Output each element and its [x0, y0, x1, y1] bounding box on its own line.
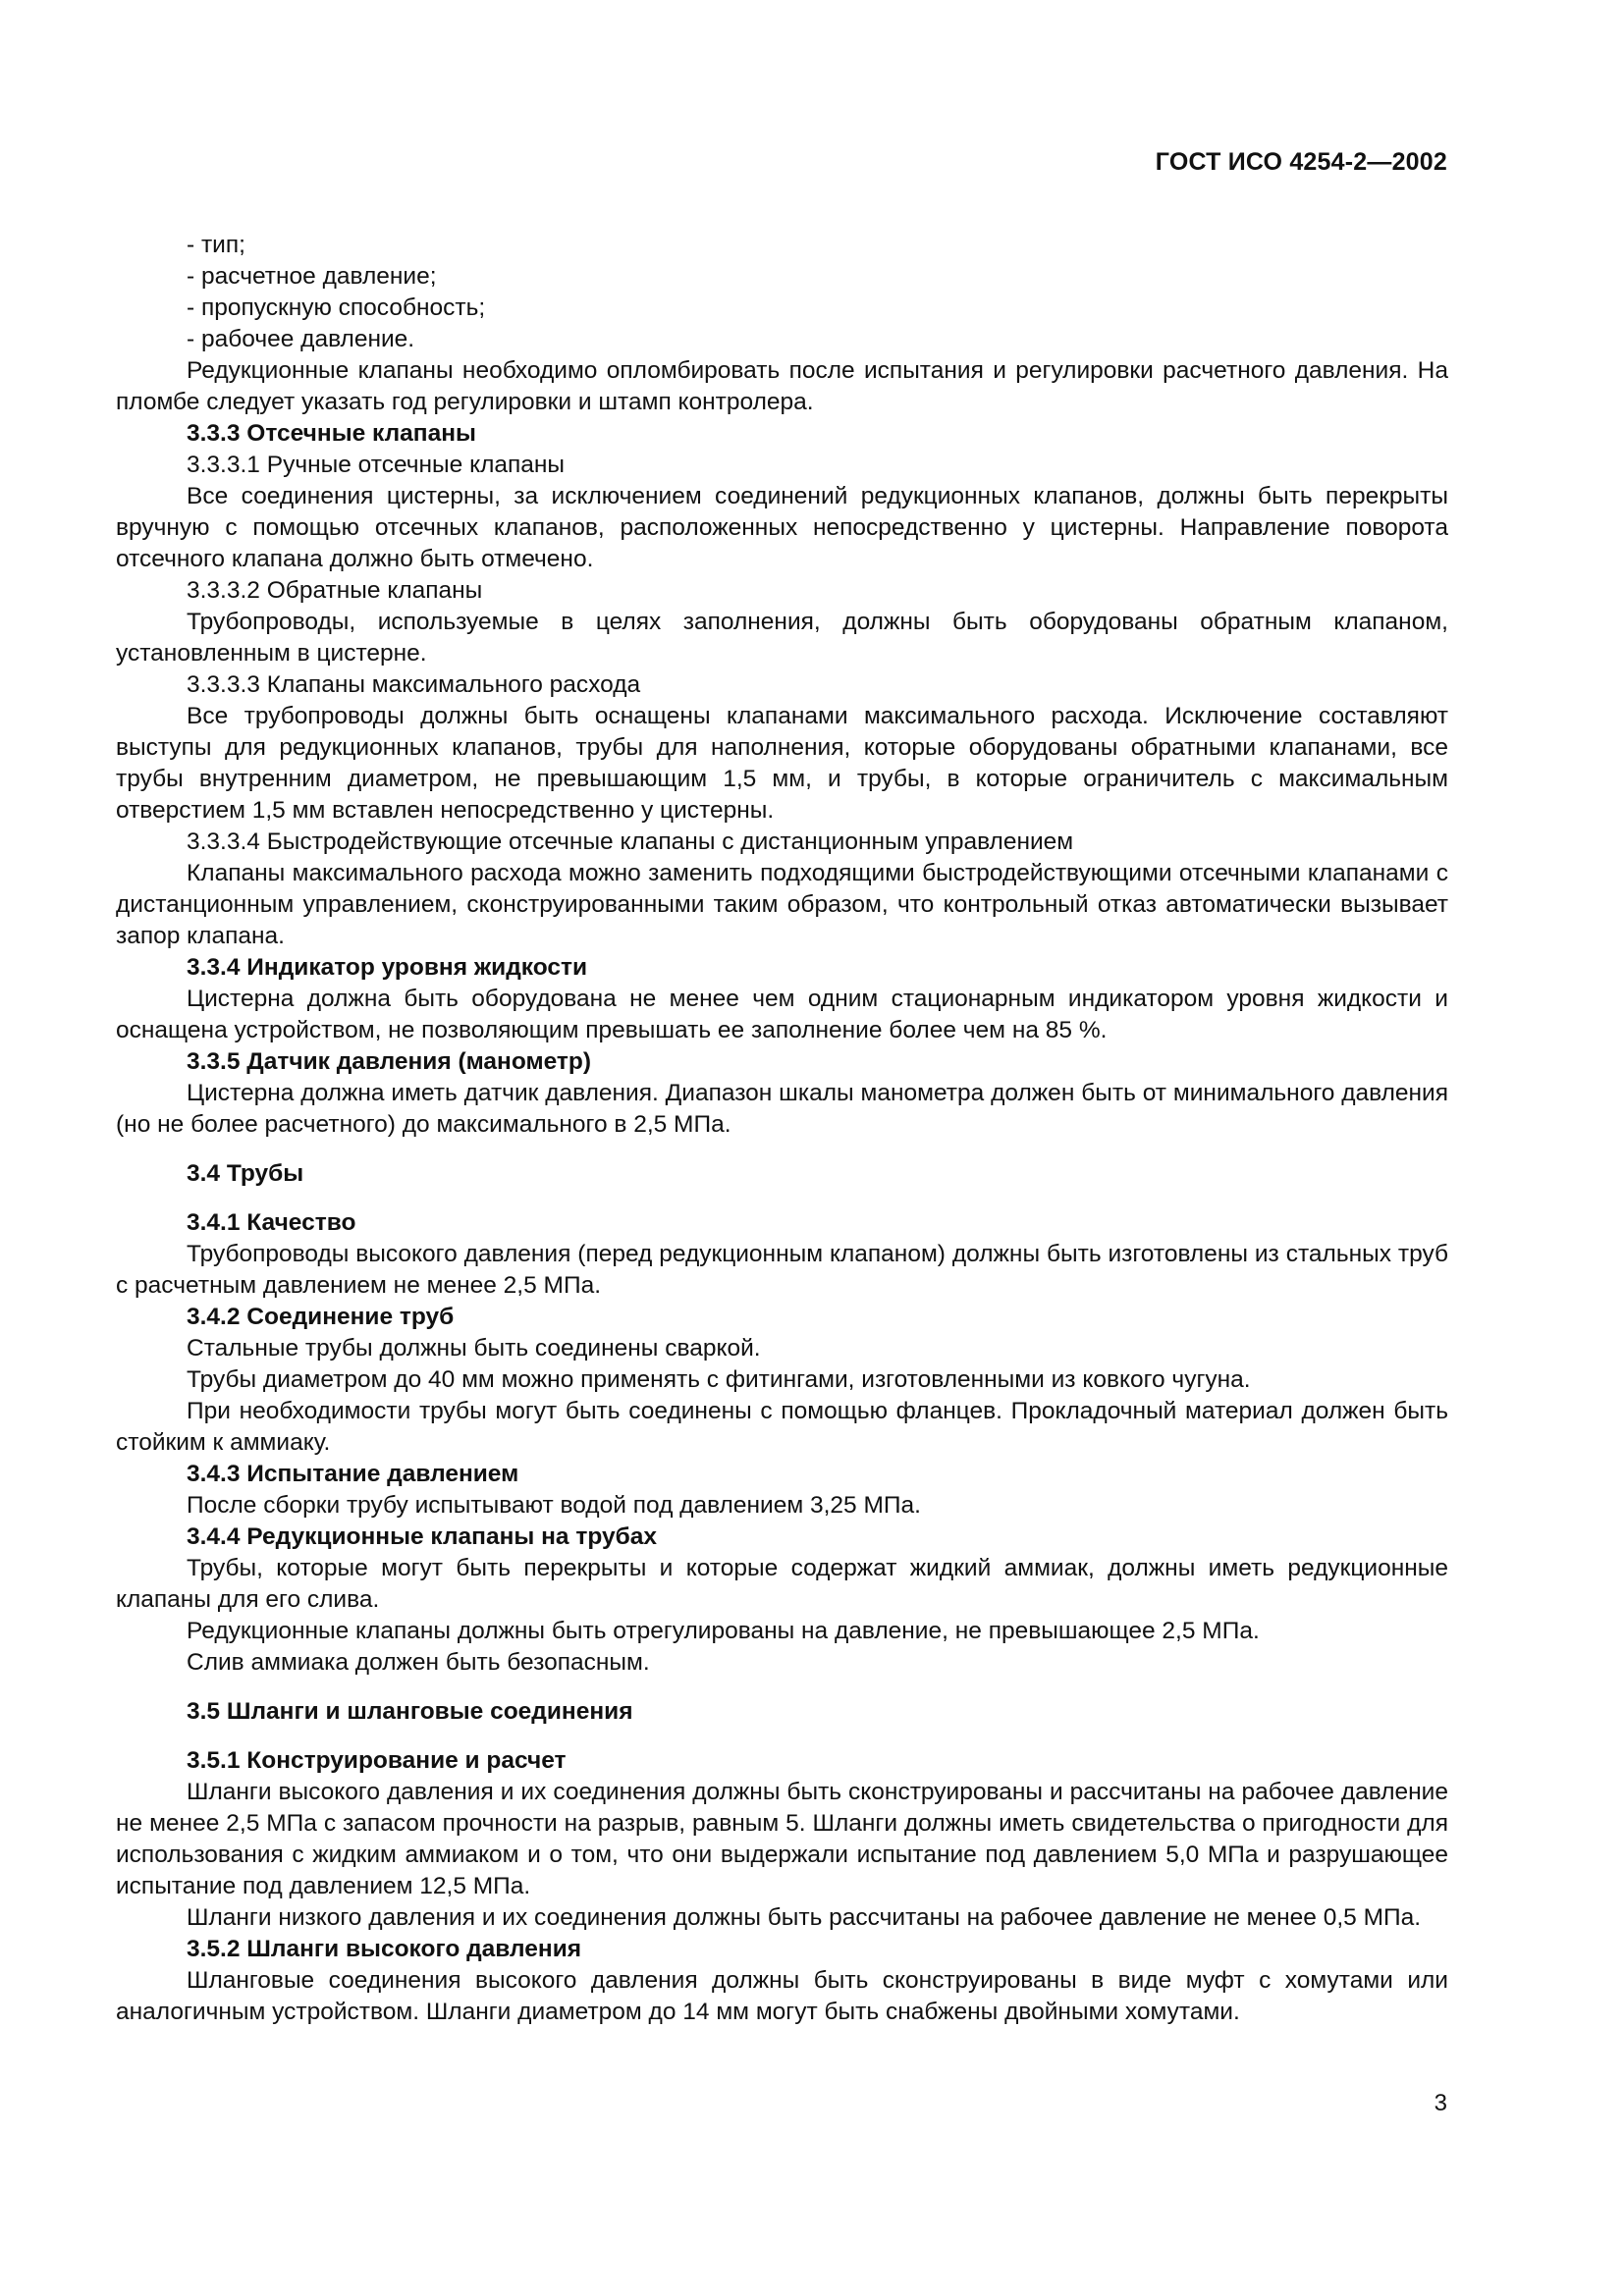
paragraph: Цистерна должна иметь датчик давления. Диапазон шкалы манометра должен быть от минимального давления (но не более расчетного) до максимального в 2,5 МПа. [116, 1080, 1448, 1138]
subsection-heading: 3.3.3.4 Быстродействующие отсечные клапаны с дистанционным управлением [187, 828, 1074, 855]
section-heading: 3.3.4 Индикатор уровня жидкости [187, 954, 588, 981]
paragraph: Клапаны максимального расхода можно заменить подходящими быстродействующими отсечными клапанами с дистанционным управлением, сконструированными таким образом, что контрольный отказ автоматически вызывает запор клапана. [116, 860, 1448, 949]
paragraph: Шланговые соединения высокого давления должны быть сконструированы в виде муфт с хомутами или аналогичным устройством. Шланги диаметром до 14 мм могут быть снабжены двойными хомутами. [116, 1967, 1448, 2025]
subsection-heading: 3.3.3.3 Клапаны максимального расхода [187, 671, 641, 698]
paragraph: Слив аммиака должен быть безопасным. [187, 1649, 650, 1676]
paragraph: Редукционные клапаны должны быть отрегулированы на давление, не превышающее 2,5 МПа. [187, 1618, 1260, 1644]
paragraph: Редукционные клапаны необходимо опломбировать после испытания и регулировки расчетного давления. На пломбе следует указать год регулировки и штамп контролера. [116, 357, 1448, 415]
paragraph: После сборки трубу испытывают водой под давлением 3,25 МПа. [187, 1492, 921, 1519]
paragraph: Стальные трубы должны быть соединены сваркой. [187, 1335, 761, 1362]
section-heading: 3.4.4 Редукционные клапаны на трубах [187, 1523, 658, 1550]
page-number: 3 [1434, 2090, 1447, 2116]
paragraph: Цистерна должна быть оборудована не менее чем одним стационарным индикатором уровня жидкости и оснащена устройством, не позволяющим превышать ее заполнение более чем на 85 %. [116, 986, 1448, 1043]
paragraph: Все трубопроводы должны быть оснащены клапанами максимального расхода. Исключение составляют выступы для редукционных клапанов, трубы для наполнения, которые оборудованы обратными клапанами, все трубы внутренним диаметром, не превышающим 1,5 мм, и трубы, в которые ограничитель с максимальным отверстием 1,5 мм вставлен непосредственно у цистерны. [116, 703, 1448, 824]
paragraph: Трубопроводы, используемые в целях заполнения, должны быть оборудованы обратным клапаном, установленным в цистерне. [116, 609, 1448, 667]
section-heading: 3.3.3 Отсечные клапаны [187, 420, 476, 447]
section-heading: 3.5.1 Конструирование и расчет [187, 1747, 567, 1774]
section-heading: 3.4.1 Качество [187, 1209, 356, 1236]
section-heading: 3.4.2 Соединение труб [187, 1304, 455, 1330]
paragraph: Трубы диаметром до 40 мм можно применять с фитингами, изготовленными из ковкого чугуна. [187, 1366, 1251, 1393]
document-body [116, 230, 1448, 2028]
paragraph: Все соединения цистерны, за исключением соединений редукционных клапанов, должны быть перекрыты вручную с помощью отсечных клапанов, расположенных непосредственно у цистерны. Направление поворота отсечного клапана должно быть отмечено. [116, 483, 1448, 572]
section-heading: 3.3.5 Датчик давления (манометр) [187, 1048, 592, 1075]
list-item: - рабочее давление. [187, 326, 415, 352]
chapter-heading: 3.5 Шланги и шланговые соединения [187, 1698, 633, 1725]
document-id-header: ГОСТ ИСО 4254-2—2002 [1155, 148, 1447, 176]
paragraph: Трубопроводы высокого давления (перед редукционным клапаном) должны быть изготовлены из стальных труб с расчетным давлением не менее 2,5 МПа. [116, 1241, 1448, 1299]
list-item: - пропускную способность; [187, 294, 486, 321]
paragraph: Трубы, которые могут быть перекрыты и которые содержат жидкий аммиак, должны иметь редукционные клапаны для его слива. [116, 1555, 1448, 1613]
subsection-heading: 3.3.3.2 Обратные клапаны [187, 577, 483, 604]
paragraph: При необходимости трубы могут быть соединены с помощью фланцев. Прокладочный материал должен быть стойким к аммиаку. [116, 1398, 1448, 1456]
chapter-heading: 3.4 Трубы [187, 1160, 304, 1187]
section-heading: 3.5.2 Шланги высокого давления [187, 1936, 582, 1962]
list-item: - расчетное давление; [187, 263, 437, 290]
paragraph: Шланги низкого давления и их соединения должны быть рассчитаны на рабочее давление не менее 0,5 МПа. [187, 1904, 1422, 1931]
list-item: - тип; [187, 232, 245, 258]
section-heading: 3.4.3 Испытание давлением [187, 1461, 519, 1487]
subsection-heading: 3.3.3.1 Ручные отсечные клапаны [187, 452, 566, 478]
paragraph: Шланги высокого давления и их соединения должны быть сконструированы и рассчитаны на рабочее давление не менее 2,5 МПа с запасом прочности на разрыв, равным 5. Шланги должны иметь свидетельства о пригодности для использования с жидким аммиаком и о том, что они выдержали испытание под давлением 5,0 МПа и разрушающее испытание под давлением 12,5 МПа. [116, 1779, 1448, 1899]
